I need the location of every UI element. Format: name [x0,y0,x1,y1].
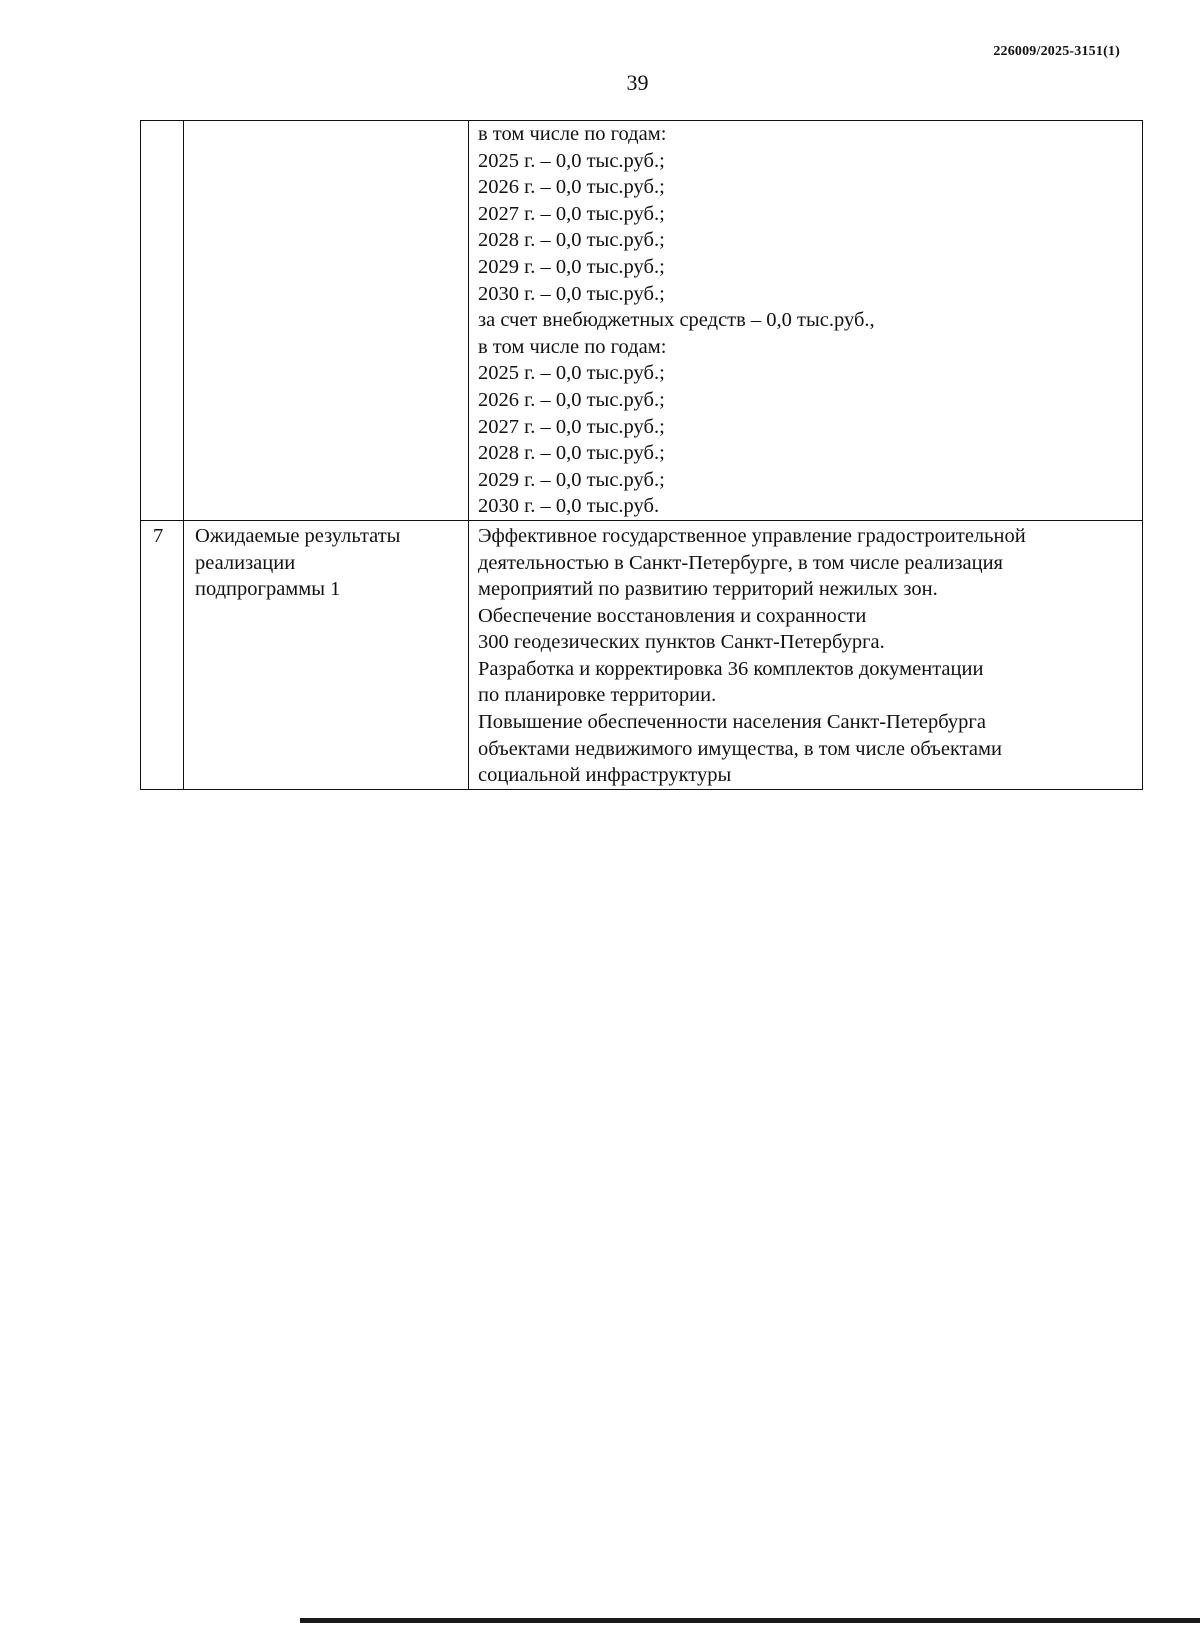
funding-line: 2025 г. – 0,0 тыс.руб.; [478,149,665,172]
result-line: Разработка и корректировка 36 комплектов документации [478,657,984,680]
result-line: Повышение обеспеченности населения Санкт-Петербурга [478,711,986,734]
funding-line: 2027 г. – 0,0 тыс.руб.; [478,415,665,438]
result-line: деятельностью в Санкт-Петербурге, в том числе реализация [478,551,1003,574]
funding-line: в том числе по годам: [478,123,667,145]
row-name-line: подпрограммы 1 [195,578,341,601]
result-line: социальной инфраструктуры [478,764,732,787]
funding-line: 2025 г. – 0,0 тыс.руб.; [478,362,665,385]
funding-line: 2030 г. – 0,0 тыс.руб. [478,495,660,518]
result-line: объектами недвижимого имущества, в том числе объектами [478,737,1002,760]
document-registration-code: 226009/2025-3151(1) [993,44,1120,59]
scan-edge-line [300,1618,1200,1623]
row-number-cell: 7 [141,520,184,789]
row-name-cell [184,121,469,521]
row-number-cell [141,121,184,521]
funding-line: за счет внебюджетных средств – 0,0 тыс.руб., [478,309,875,332]
row-value-cell [469,520,1143,789]
funding-line: 2029 г. – 0,0 тыс.руб.; [478,255,665,278]
result-line: Эффективное государственное управление градостроительной [478,524,1026,547]
program-passport-table [140,120,1143,790]
funding-line: 2030 г. – 0,0 тыс.руб.; [478,282,665,305]
result-line: мероприятий по развитию территорий нежилых зон. [478,578,938,601]
result-line: Обеспечение восстановления и сохранности [478,604,867,627]
row-value-cell [469,121,1143,521]
table-row-expected-results [141,520,1143,789]
funding-line: 2026 г. – 0,0 тыс.руб.; [478,176,665,199]
result-line: 300 геодезических пунктов Санкт-Петербурга. [478,631,885,654]
row-name-line: реализации [195,551,296,574]
funding-line: 2029 г. – 0,0 тыс.руб.; [478,468,665,491]
funding-line: 2026 г. – 0,0 тыс.руб.; [478,388,665,411]
funding-line: 2028 г. – 0,0 тыс.руб.; [478,442,665,465]
result-line: по планировке территории. [478,684,717,707]
funding-line: 2027 г. – 0,0 тыс.руб.; [478,202,665,225]
page-number: 39 [626,70,649,95]
row-name-line: Ожидаемые результаты [195,524,401,547]
row-name-cell [184,520,469,789]
funding-line: 2028 г. – 0,0 тыс.руб.; [478,229,665,252]
funding-line: в том числе по годам: [478,335,667,358]
table-row-funding-continuation [141,121,1143,521]
